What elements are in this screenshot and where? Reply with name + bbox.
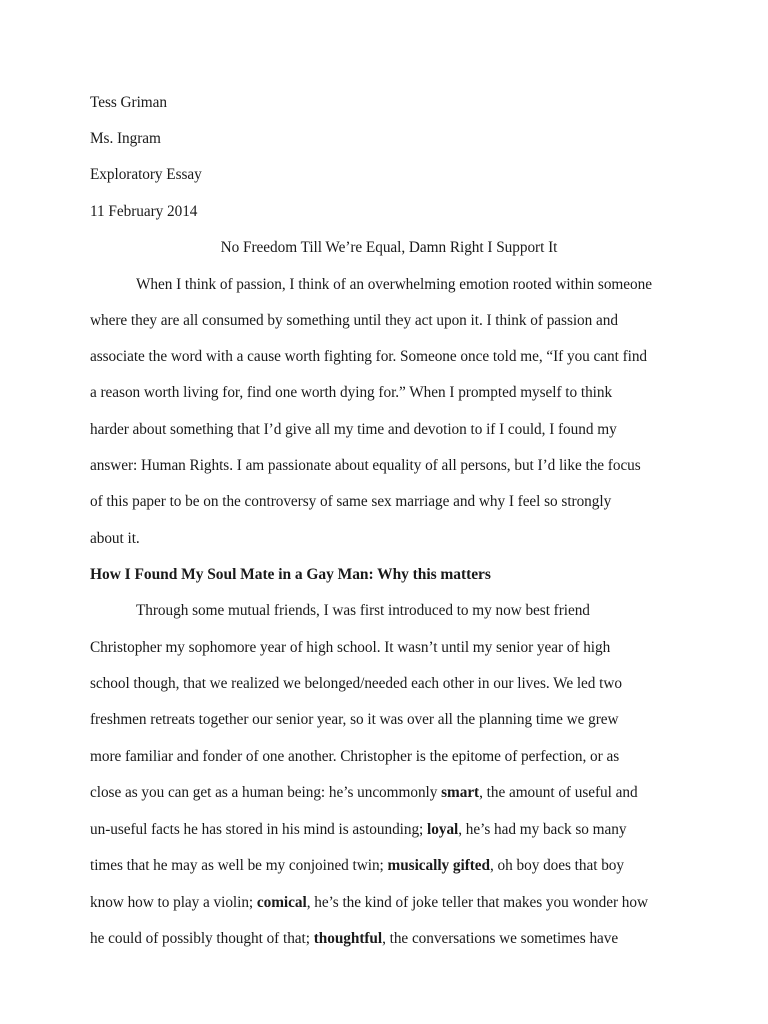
line-text: , he’s had my back so many <box>458 821 627 838</box>
paragraph-2-line-3: school though, that we realized we belonged/needed each other in our lives. We led two <box>90 675 622 692</box>
line-text: close as you can get as a human being: he’s uncommonly <box>90 784 442 801</box>
line-text: , the conversations we sometimes have <box>382 930 619 947</box>
section-heading: How I Found My Soul Mate in a Gay Man: Why this matters <box>90 566 491 583</box>
paragraph-2-line-1: Through some mutual friends, I was first introduced to my now best friend <box>136 602 590 619</box>
paragraph-1-line-8: about it. <box>90 530 140 547</box>
paragraph-2-line-9 <box>90 893 648 913</box>
paragraph-2-line-10 <box>90 929 618 949</box>
line-text: , the amount of useful and <box>479 784 638 801</box>
course-name: Exploratory Essay <box>90 166 202 183</box>
emphasis-loyal: loyal <box>427 821 459 838</box>
author-name: Tess Griman <box>90 94 167 111</box>
paragraph-1-line-4: a reason worth living for, find one worth dying for.” When I prompted myself to think <box>90 384 613 401</box>
line-text: , oh boy does that boy <box>489 857 624 874</box>
emphasis-smart: smart <box>441 784 480 801</box>
paragraph-2-line-8 <box>90 856 624 876</box>
essay-date: 11 February 2014 <box>90 203 198 220</box>
paragraph-1-line-7: of this paper to be on the controversy of same sex marriage and why I feel so strongly <box>90 493 612 510</box>
emphasis-comical: comical <box>256 894 307 911</box>
emphasis-musically-gifted: musically gifted <box>387 857 490 874</box>
paragraph-2-line-2: Christopher my sophomore year of high school. It wasn’t until my senior year of high <box>90 639 611 656</box>
paragraph-2-line-6 <box>90 783 638 803</box>
line-text: times that he may as well be my conjoined twin; <box>90 857 388 874</box>
paragraph-2-line-5: more familiar and fonder of one another. Christopher is the epitome of perfection, or as <box>90 748 620 765</box>
paragraph-2-line-7 <box>90 820 626 840</box>
line-text: know how to play a violin; <box>90 894 257 911</box>
paragraph-1-line-2: where they are all consumed by something until they act upon it. I think of passion and <box>90 312 618 329</box>
paragraph-2-line-4: freshmen retreats together our senior year, so it was over all the planning time we grew <box>90 711 619 728</box>
line-text: un-useful facts he has stored in his mind is astounding; <box>90 821 428 838</box>
emphasis-thoughtful: thoughtful <box>313 930 383 947</box>
paragraph-1-line-5: harder about something that I’d give all my time and devotion to if I could, I found my <box>90 421 617 438</box>
line-text: , he’s the kind of joke teller that makes you wonder how <box>306 894 648 911</box>
line-text: he could of possibly thought of that; <box>90 930 314 947</box>
instructor-name: Ms. Ingram <box>90 130 161 147</box>
paragraph-1-line-3: associate the word with a cause worth fighting for. Someone once told me, “If you cant find <box>90 348 648 365</box>
essay-title: No Freedom Till We’re Equal, Damn Right I Support It <box>220 239 558 256</box>
paragraph-1-line-1: When I think of passion, I think of an overwhelming emotion rooted within someone <box>136 276 652 293</box>
paragraph-1-line-6: answer: Human Rights. I am passionate about equality of all persons, but I’d like the focus <box>90 457 641 474</box>
